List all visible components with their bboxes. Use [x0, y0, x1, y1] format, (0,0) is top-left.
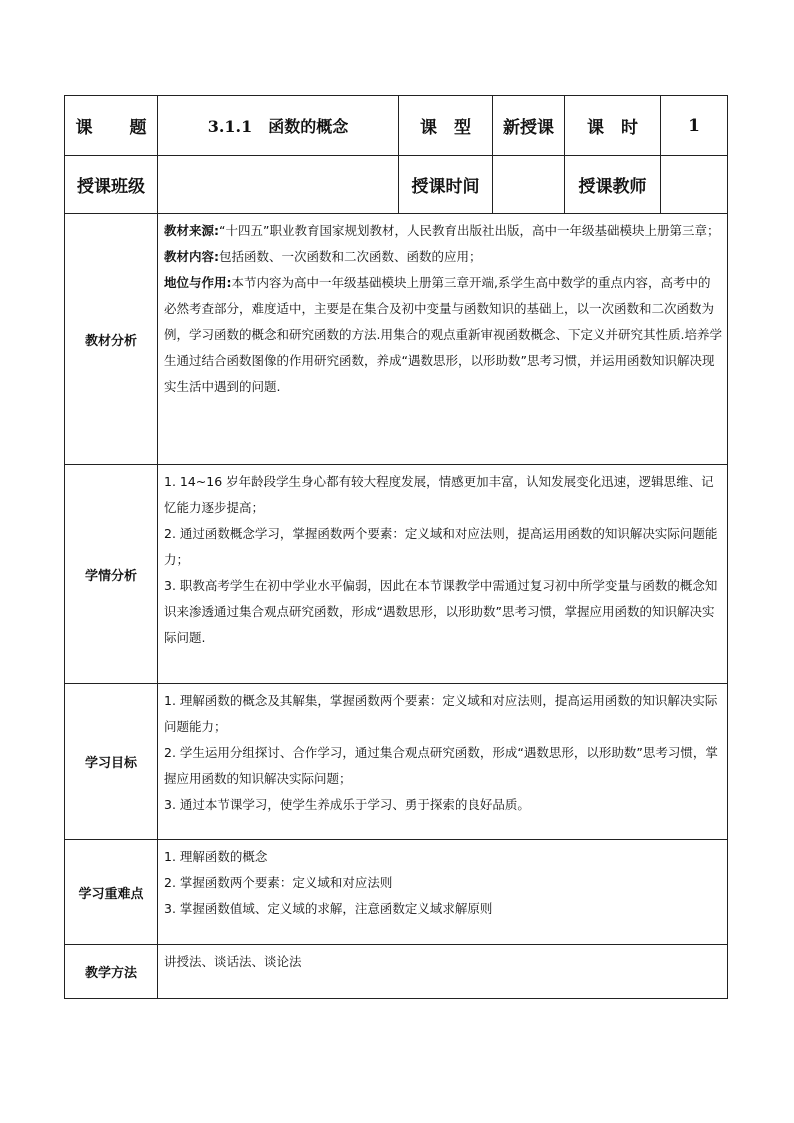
methods-label: 教学方法	[65, 945, 158, 999]
students-content	[158, 465, 728, 684]
keypoints-label: 学习重难点	[65, 840, 158, 945]
type-label: 课 型	[399, 96, 493, 156]
topic-value: 3.1.1 函数的概念	[158, 96, 399, 156]
list-item: 3. 通过本节课学习，使学生养成乐于学习、勇于探索的良好品质。	[164, 797, 530, 812]
textbook-row	[65, 214, 728, 465]
methods-content: 讲授法、谈话法、谈论法	[158, 945, 728, 999]
list-item: 2. 掌握函数两个要素：定义域和对应法则	[164, 875, 393, 890]
type-value: 新授课	[493, 96, 565, 156]
teacher-value	[661, 156, 728, 214]
header-row-topic	[65, 96, 728, 156]
goals-row	[65, 684, 728, 840]
time-value	[493, 156, 565, 214]
students-label: 学情分析	[65, 465, 158, 684]
list-item: 1. 14~16 岁年龄段学生身心都有较大程度发展，情感更加丰富，认知发展变化迅速，逻辑思维、记忆能力逐步提高；	[164, 474, 714, 515]
goals-label: 学习目标	[65, 684, 158, 840]
textbook-source	[164, 218, 722, 244]
topic-label: 课 题	[65, 96, 158, 156]
methods-row	[65, 945, 728, 999]
textbook-content	[158, 214, 728, 465]
source-text: “十四五”职业教育国家规划教材，人民教育出版社出版，高中一年级基础模块上册第三章；	[219, 223, 720, 238]
source-label: 教材来源:	[164, 223, 219, 238]
class-value	[158, 156, 399, 214]
role-text: 本节内容为高中一年级基础模块上册第三章开端,系学生高中数学的重点内容，高考中的必然考查部分，难度适中，主要是在集合及初中变量与函数知识的基础上，以一次函数和二次函数为例，学习函数的概念和研究函数的方法.用集合的观点重新审视函数概念、下定义并研究其性质.培养学生通过结合函数图像的作用研究函数，养成“遇数思形，以形助数”思考习惯，并运用函数知识解决现实生活中遇到的问题.	[164, 275, 722, 394]
textbook-content-line	[164, 244, 722, 270]
goals-content	[158, 684, 728, 840]
keypoints-content	[158, 840, 728, 945]
class-label: 授课班级	[65, 156, 158, 214]
keypoints-row	[65, 840, 728, 945]
period-label: 课 时	[565, 96, 661, 156]
teacher-label: 授课教师	[565, 156, 661, 214]
role-label: 地位与作用:	[164, 275, 232, 290]
content-text: 包括函数、一次函数和二次函数、函数的应用；	[219, 249, 482, 264]
header-row-class	[65, 156, 728, 214]
time-label: 授课时间	[399, 156, 493, 214]
content-label: 教材内容:	[164, 249, 219, 264]
textbook-label: 教材分析	[65, 214, 158, 465]
lesson-plan-table	[64, 95, 728, 999]
students-row	[65, 465, 728, 684]
list-item: 1. 理解函数的概念及其解集，掌握函数两个要素：定义域和对应法则，提高运用函数的知识解决实际问题能力；	[164, 693, 718, 734]
list-item: 1. 理解函数的概念	[164, 849, 268, 864]
period-value: 1	[661, 96, 728, 156]
list-item: 3. 职教高考学生在初中学业水平偏弱，因此在本节课教学中需通过复习初中所学变量与函数的概念知识来渗透通过集合观点研究函数，形成“遇数思形，以形助数”思考习惯，掌握应用函数的知识解决实际问题.	[164, 578, 718, 645]
textbook-role	[164, 270, 722, 400]
list-item: 2. 通过函数概念学习，掌握函数两个要素：定义域和对应法则，提高运用函数的知识解决实际问题能力；	[164, 526, 718, 567]
list-item: 3. 掌握函数值域、定义域的求解，注意函数定义域求解原则	[164, 901, 493, 916]
list-item: 2. 学生运用分组探讨、合作学习，通过集合观点研究函数，形成“遇数思形，以形助数”思考习惯，掌握应用函数的知识解决实际问题；	[164, 745, 718, 786]
